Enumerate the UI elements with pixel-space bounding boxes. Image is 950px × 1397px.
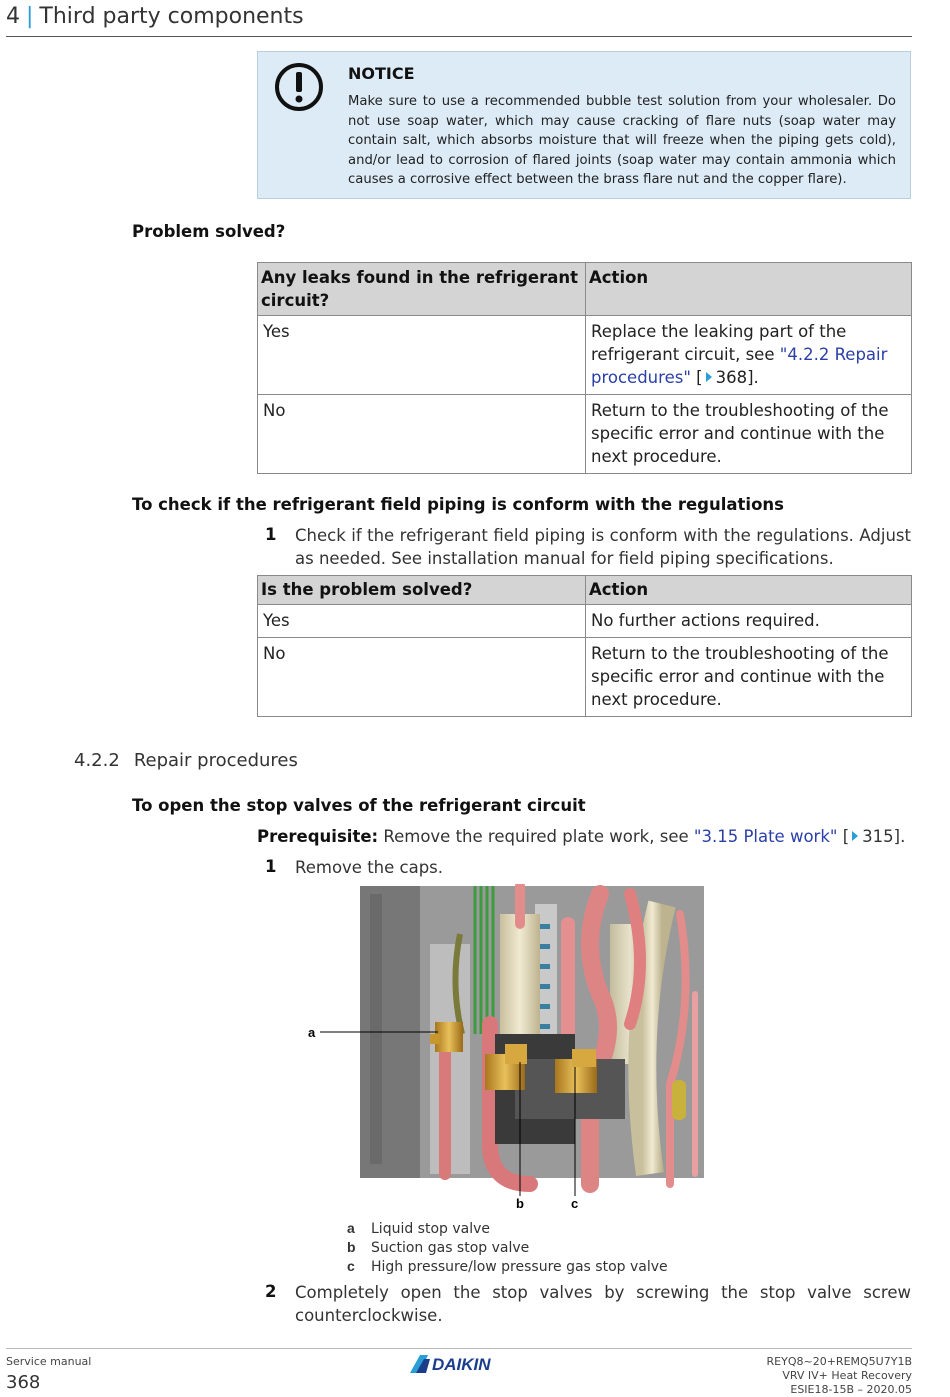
daikin-logo — [408, 1353, 512, 1375]
problem-table-cell-yes: Yes — [258, 605, 586, 638]
footer-doc-type: Service manual — [6, 1355, 92, 1368]
legend-key: a — [347, 1220, 355, 1236]
legend-key: b — [347, 1239, 356, 1255]
open-valves-heading: To open the stop valves of the refrigerant circuit — [132, 796, 586, 815]
table-row — [258, 395, 912, 474]
page-arrow-icon — [706, 372, 712, 382]
footer-product: VRV IV+ Heat Recovery — [782, 1369, 912, 1382]
leak-table-cell-action-yes — [586, 316, 912, 395]
prerequisite-label: Prerequisite: — [257, 827, 379, 846]
legend-text: High pressure/low pressure gas stop valve — [371, 1259, 668, 1275]
step2-text: Completely open the stop valves by screwing the stop valve screw counterclockwise. — [295, 1283, 911, 1325]
problem-table-header-condition: Is the problem solved? — [258, 576, 586, 605]
list-item — [347, 1219, 668, 1238]
step-number: 1 — [265, 857, 277, 876]
page-header — [6, 4, 304, 29]
page-ref[interactable]: 315 — [862, 827, 894, 846]
table-row — [258, 638, 912, 717]
problem-table-cell-action-yes: No further actions required. — [586, 605, 912, 638]
list-item — [347, 1257, 668, 1276]
check-piping-heading: To check if the refrigerant field piping is conform with the regulations — [132, 495, 784, 514]
leak-table — [257, 262, 912, 474]
problem-table-header-action: Action — [586, 576, 912, 605]
step-number: 2 — [265, 1282, 277, 1301]
footer-model-info — [767, 1355, 912, 1397]
footer-model: REYQ8~20+REMQ5U7Y1B — [766, 1355, 912, 1368]
leak-table-cell-no: No — [258, 395, 586, 474]
footer-doc-id: ESIE18-15B – 2020.05 — [790, 1383, 912, 1396]
table-row — [258, 605, 912, 638]
bracket-close: ]. — [747, 368, 759, 387]
section-title: Repair procedures — [133, 750, 298, 771]
legend-key: c — [347, 1258, 355, 1274]
footer-divider — [6, 1348, 912, 1349]
legend-text: Suction gas stop valve — [371, 1240, 530, 1256]
leak-table-header-action: Action — [586, 263, 912, 316]
bracket-open: [ — [837, 827, 850, 846]
list-item — [347, 1238, 668, 1257]
legend-text: Liquid stop valve — [371, 1221, 491, 1237]
bracket-close: ]. — [893, 827, 906, 846]
table-row — [258, 316, 912, 395]
section-number: 4.2.2 — [74, 750, 120, 771]
problem-solved-heading: Problem solved? — [132, 222, 286, 241]
plate-work-link[interactable]: "3.15 Plate work" — [693, 827, 838, 846]
header-divider — [6, 36, 912, 37]
header-separator: | — [26, 4, 34, 29]
prerequisite-text: Remove the required plate work, see — [378, 827, 694, 846]
callout-c: c — [571, 1196, 579, 1211]
action-text: Replace the leaking part of the refrigerant circuit, see — [591, 322, 847, 364]
bracket-open: [ — [696, 368, 703, 387]
chapter-number: 4 — [6, 4, 20, 29]
prerequisite — [257, 825, 905, 848]
chapter-title: Third party components — [39, 4, 304, 29]
problem-table-cell-action-no: Return to the troubleshooting of the specific error and continue with the next procedure. — [586, 638, 912, 717]
problem-table — [257, 575, 912, 717]
leak-table-header-condition: Any leaks found in the refrigerant circuit? — [258, 263, 586, 316]
problem-table-cell-no: No — [258, 638, 586, 717]
leak-table-cell-yes: Yes — [258, 316, 586, 395]
notice-text: Make sure to use a recommended bubble test solution from your wholesaler. Do not use soap water, which may cause cracking of flare nuts (soap water may contain salt, which absorbs moisture that will freeze when the piping gets cold), and/or lead to corrosion of flared joints (soap water may contain ammonia which causes a corrosive effect between the brass flare nut and the copper flare). — [348, 94, 896, 188]
callout-a: a — [308, 1025, 316, 1040]
step-number: 1 — [265, 525, 277, 544]
callout-b: b — [516, 1196, 524, 1211]
page-arrow-icon — [852, 831, 858, 841]
step1-text: Remove the caps. — [295, 858, 444, 877]
stop-valves-figure — [300, 884, 720, 1216]
check-step-text: Check if the refrigerant field piping is conform with the regulations. Adjust as needed. See installation manual for field piping specifications. — [295, 526, 911, 568]
page-ref[interactable]: 368 — [715, 368, 748, 387]
page-number: 368 — [6, 1372, 41, 1393]
figure-legend — [347, 1219, 668, 1276]
repair-procedures-link[interactable]: "4.2.2 Repair procedures" — [591, 345, 888, 387]
exclamation-circle-icon — [274, 62, 324, 112]
section-heading — [74, 750, 298, 771]
logo-text: DAIKIN — [432, 1355, 491, 1374]
notice-title: NOTICE — [348, 64, 415, 83]
leak-table-cell-action-no: Return to the troubleshooting of the specific error and continue with the next procedure. — [586, 395, 912, 474]
